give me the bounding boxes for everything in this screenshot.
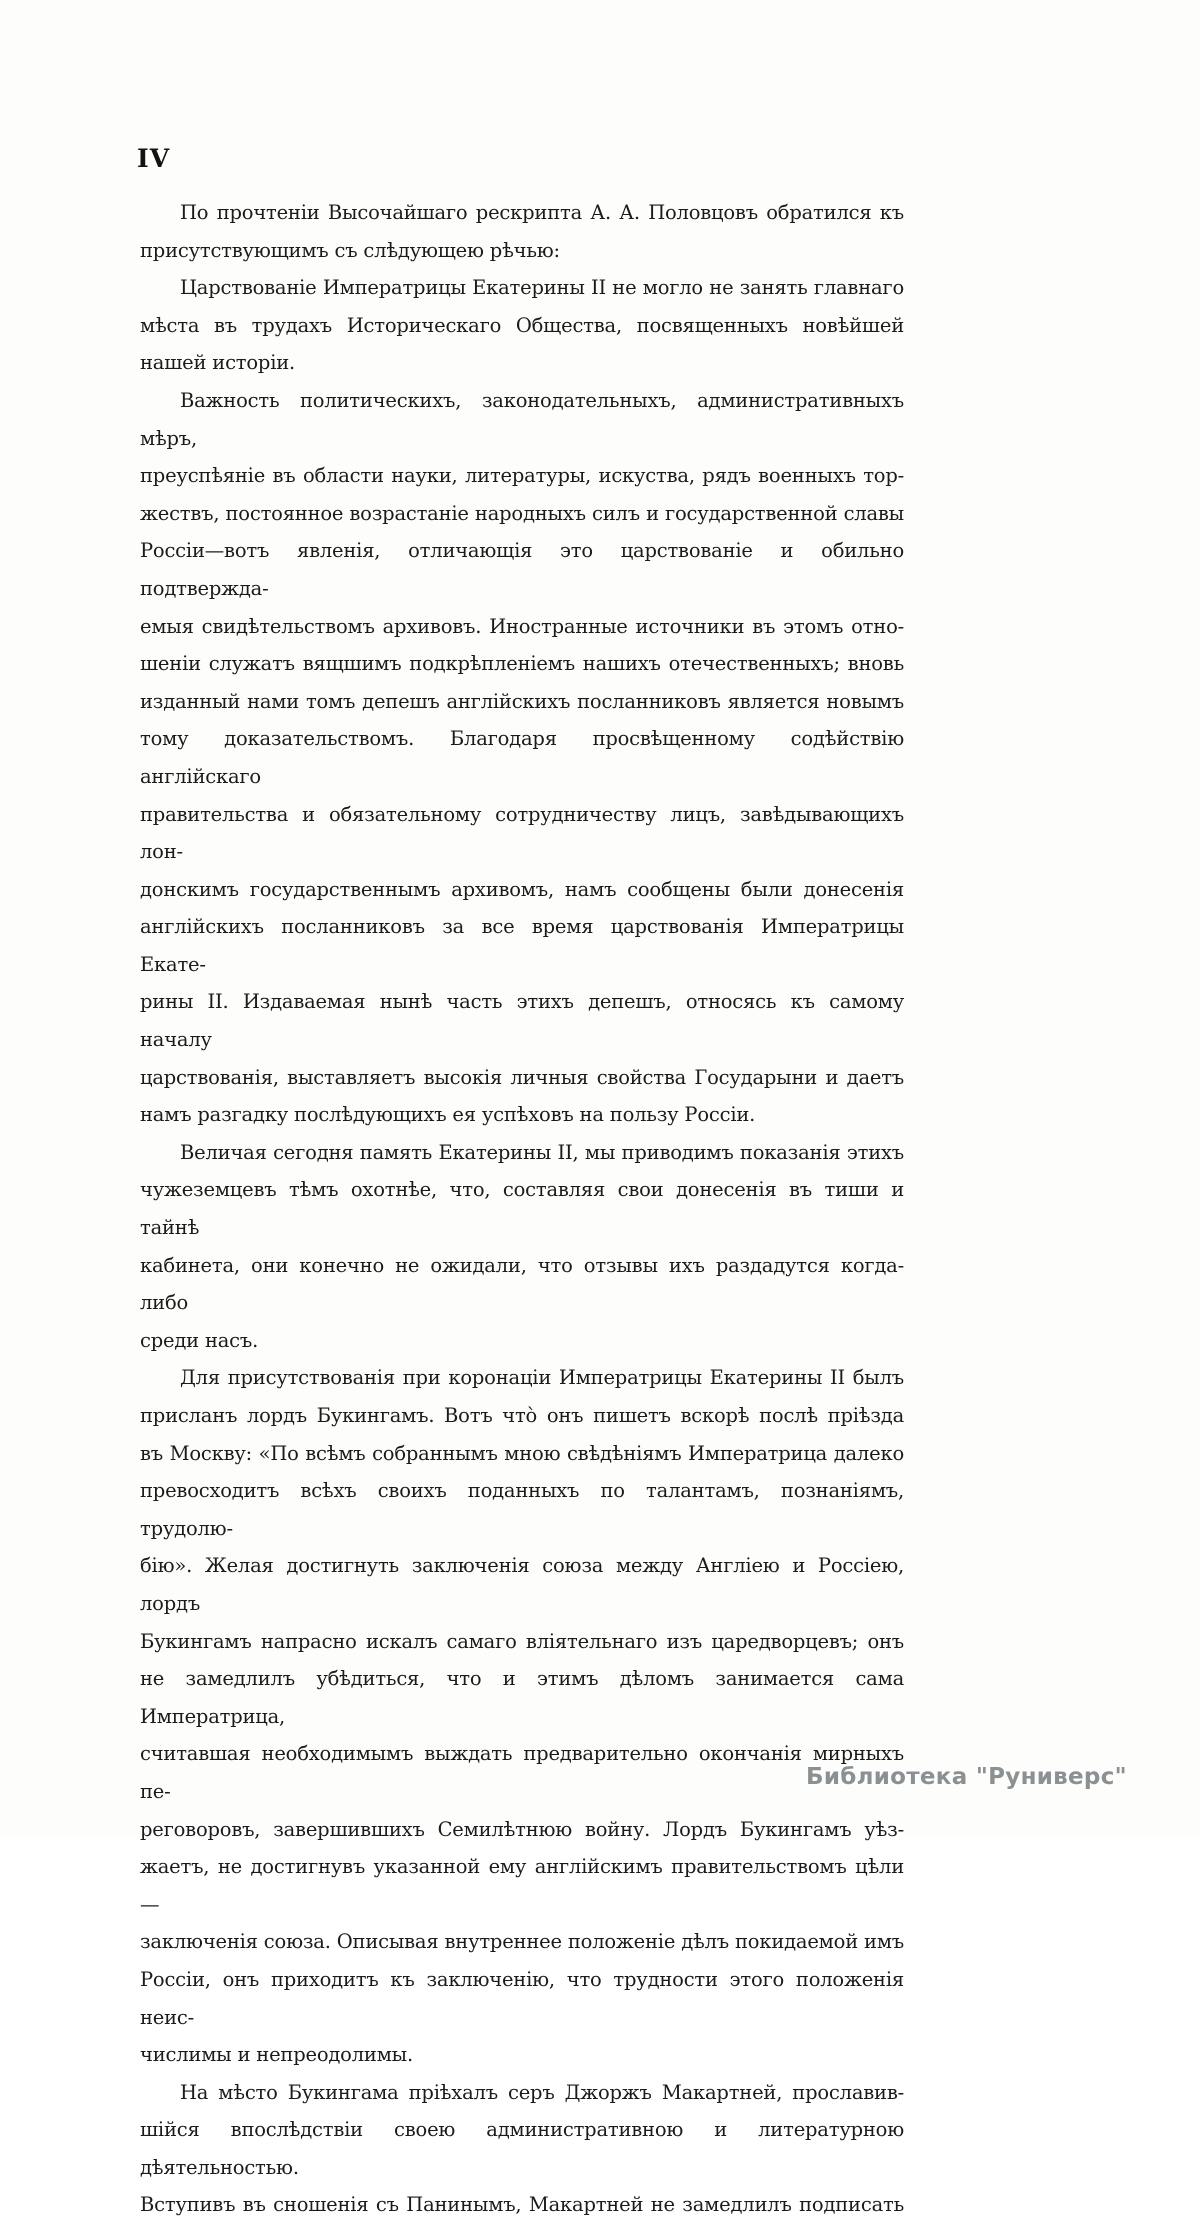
text-line: царствованія, выставляетъ высокія личныя свойства Государыни и даетъ [140, 1065, 904, 1089]
paragraph [140, 194, 904, 269]
text-line: шійся впослѣдствіи своею административною и литературною дѣятельностью. [140, 2118, 904, 2179]
text-line: Россіи, онъ приходитъ къ заключенію, что трудности этого положенія неис- [140, 1967, 904, 2029]
text-line: не замедлилъ убѣдиться, что и этимъ дѣломъ занимается сама Императрица, [140, 1667, 904, 1728]
text-line: правительства и обязательному сотрудничеству лицъ, завѣдывающихъ лон- [140, 802, 904, 864]
paragraph [140, 1134, 904, 1360]
text-line: превосходитъ всѣхъ своихъ поданныхъ по талантамъ, познаніямъ, трудолю- [140, 1479, 904, 1540]
text-line: реговоровъ, завершившихъ Семилѣтнюю войну. Лордъ Букингамъ уѣз- [140, 1817, 904, 1841]
library-watermark: Библиотека "Руниверс" [806, 1764, 1127, 1790]
text-line: жествъ, постоянное возрастаніе народныхъ силъ и государственной славы [140, 501, 904, 525]
text-line: Важность политическихъ, законодательныхъ, административныхъ мѣръ, [140, 388, 904, 450]
text-line: Величая сегодня память Екатерины II, мы приводимъ показанія этихъ [180, 1140, 904, 1164]
text-line: Вступивъ въ сношенія съ Панинымъ, Макартней не замедлилъ подписать [140, 2193, 904, 2217]
paragraph [140, 1359, 904, 2073]
text-line: емыя свидѣтельствомъ архивовъ. Иностранные источники въ этомъ отно- [140, 614, 904, 638]
text-line: тому доказательствомъ. Благодаря просвѣщенному содѣйствію англійскаго [140, 727, 904, 788]
text-line: Для присутствованія при коронаціи Императрицы Екатерины II былъ [180, 1366, 904, 1390]
text-line: англійскихъ посланниковъ за все время царствованія Императрицы Екате- [140, 915, 904, 976]
text-line: рины II. Издаваемая нынѣ часть этихъ депешъ, относясь къ самому началу [140, 990, 904, 1052]
page-number: IV [137, 144, 171, 173]
text-line: намъ разгадку послѣдующихъ ея успѣховъ на пользу Россіи. [140, 1103, 756, 1127]
text-line: заключенія союза. Описывая внутреннее положеніе дѣлъ покидаемой имъ [140, 1930, 904, 1954]
page-body-text [140, 194, 904, 2224]
text-line: Букингамъ напрасно искалъ самаго вліятельнаго изъ царедворцевъ; онъ [140, 1629, 904, 1653]
text-line: жаетъ, не достигнувъ указанной ему англійскимъ правительствомъ цѣли— [140, 1855, 904, 1916]
text-line: донскимъ государственнымъ архивомъ, намъ сообщены были донесенія [140, 877, 904, 901]
text-line: нашей исторіи. [140, 351, 296, 375]
text-line: присутствующимъ съ слѣдующею рѣчью: [140, 238, 560, 262]
text-line: Царствованіе Императрицы Екатерины II не могло не занять главнаго [180, 276, 904, 300]
text-line: По прочтеніи Высочайшаго рескрипта А. А. Половцовъ обратился къ [180, 201, 904, 224]
paragraph [140, 2074, 904, 2224]
text-line: мѣста въ трудахъ Историческаго Общества, посвященныхъ новѣйшей [140, 313, 904, 337]
text-line: чужеземцевъ тѣмъ охотнѣе, что, составляя свои донесенія въ тиши и тайнѣ [140, 1178, 904, 1240]
paragraph [140, 382, 904, 1134]
text-line: въ Москву: «По всѣмъ собраннымъ мною свѣдѣніямъ Императрица далеко [140, 1441, 904, 1465]
text-line: преуспѣяніе въ области науки, литературы, искуства, рядъ военныхъ тор- [140, 464, 904, 488]
text-line: среди насъ. [140, 1328, 259, 1352]
text-line: шеніи служатъ вящшимъ подкрѣпленіемъ нашихъ отечественныхъ; вновь [140, 652, 904, 676]
paragraph [140, 269, 904, 382]
text-line: бію». Желая достигнуть заключенія союза между Англіею и Россіею, лордъ [140, 1554, 904, 1615]
text-line: присланъ лордъ Букингамъ. Вотъ что̀ онъ пишетъ вскорѣ послѣ пріѣзда [140, 1404, 904, 1427]
text-line: считавшая необходимымъ выждать предварительно окончанія мирныхъ пе- [140, 1742, 904, 1803]
text-line: изданный нами томъ депешъ англійскихъ посланниковъ является новымъ [140, 689, 904, 713]
text-line: Россіи—вотъ явленія, отличающія это царствованіе и обильно подтвержда- [140, 539, 904, 600]
text-line: кабинета, они конечно не ожидали, что отзывы ихъ раздадутся когда-либо [140, 1253, 904, 1315]
text-line: На мѣсто Букингама пріѣхалъ серъ Джоржъ Макартней, прославив- [180, 2080, 904, 2104]
text-line: числимы и непреодолимы. [140, 2043, 413, 2067]
